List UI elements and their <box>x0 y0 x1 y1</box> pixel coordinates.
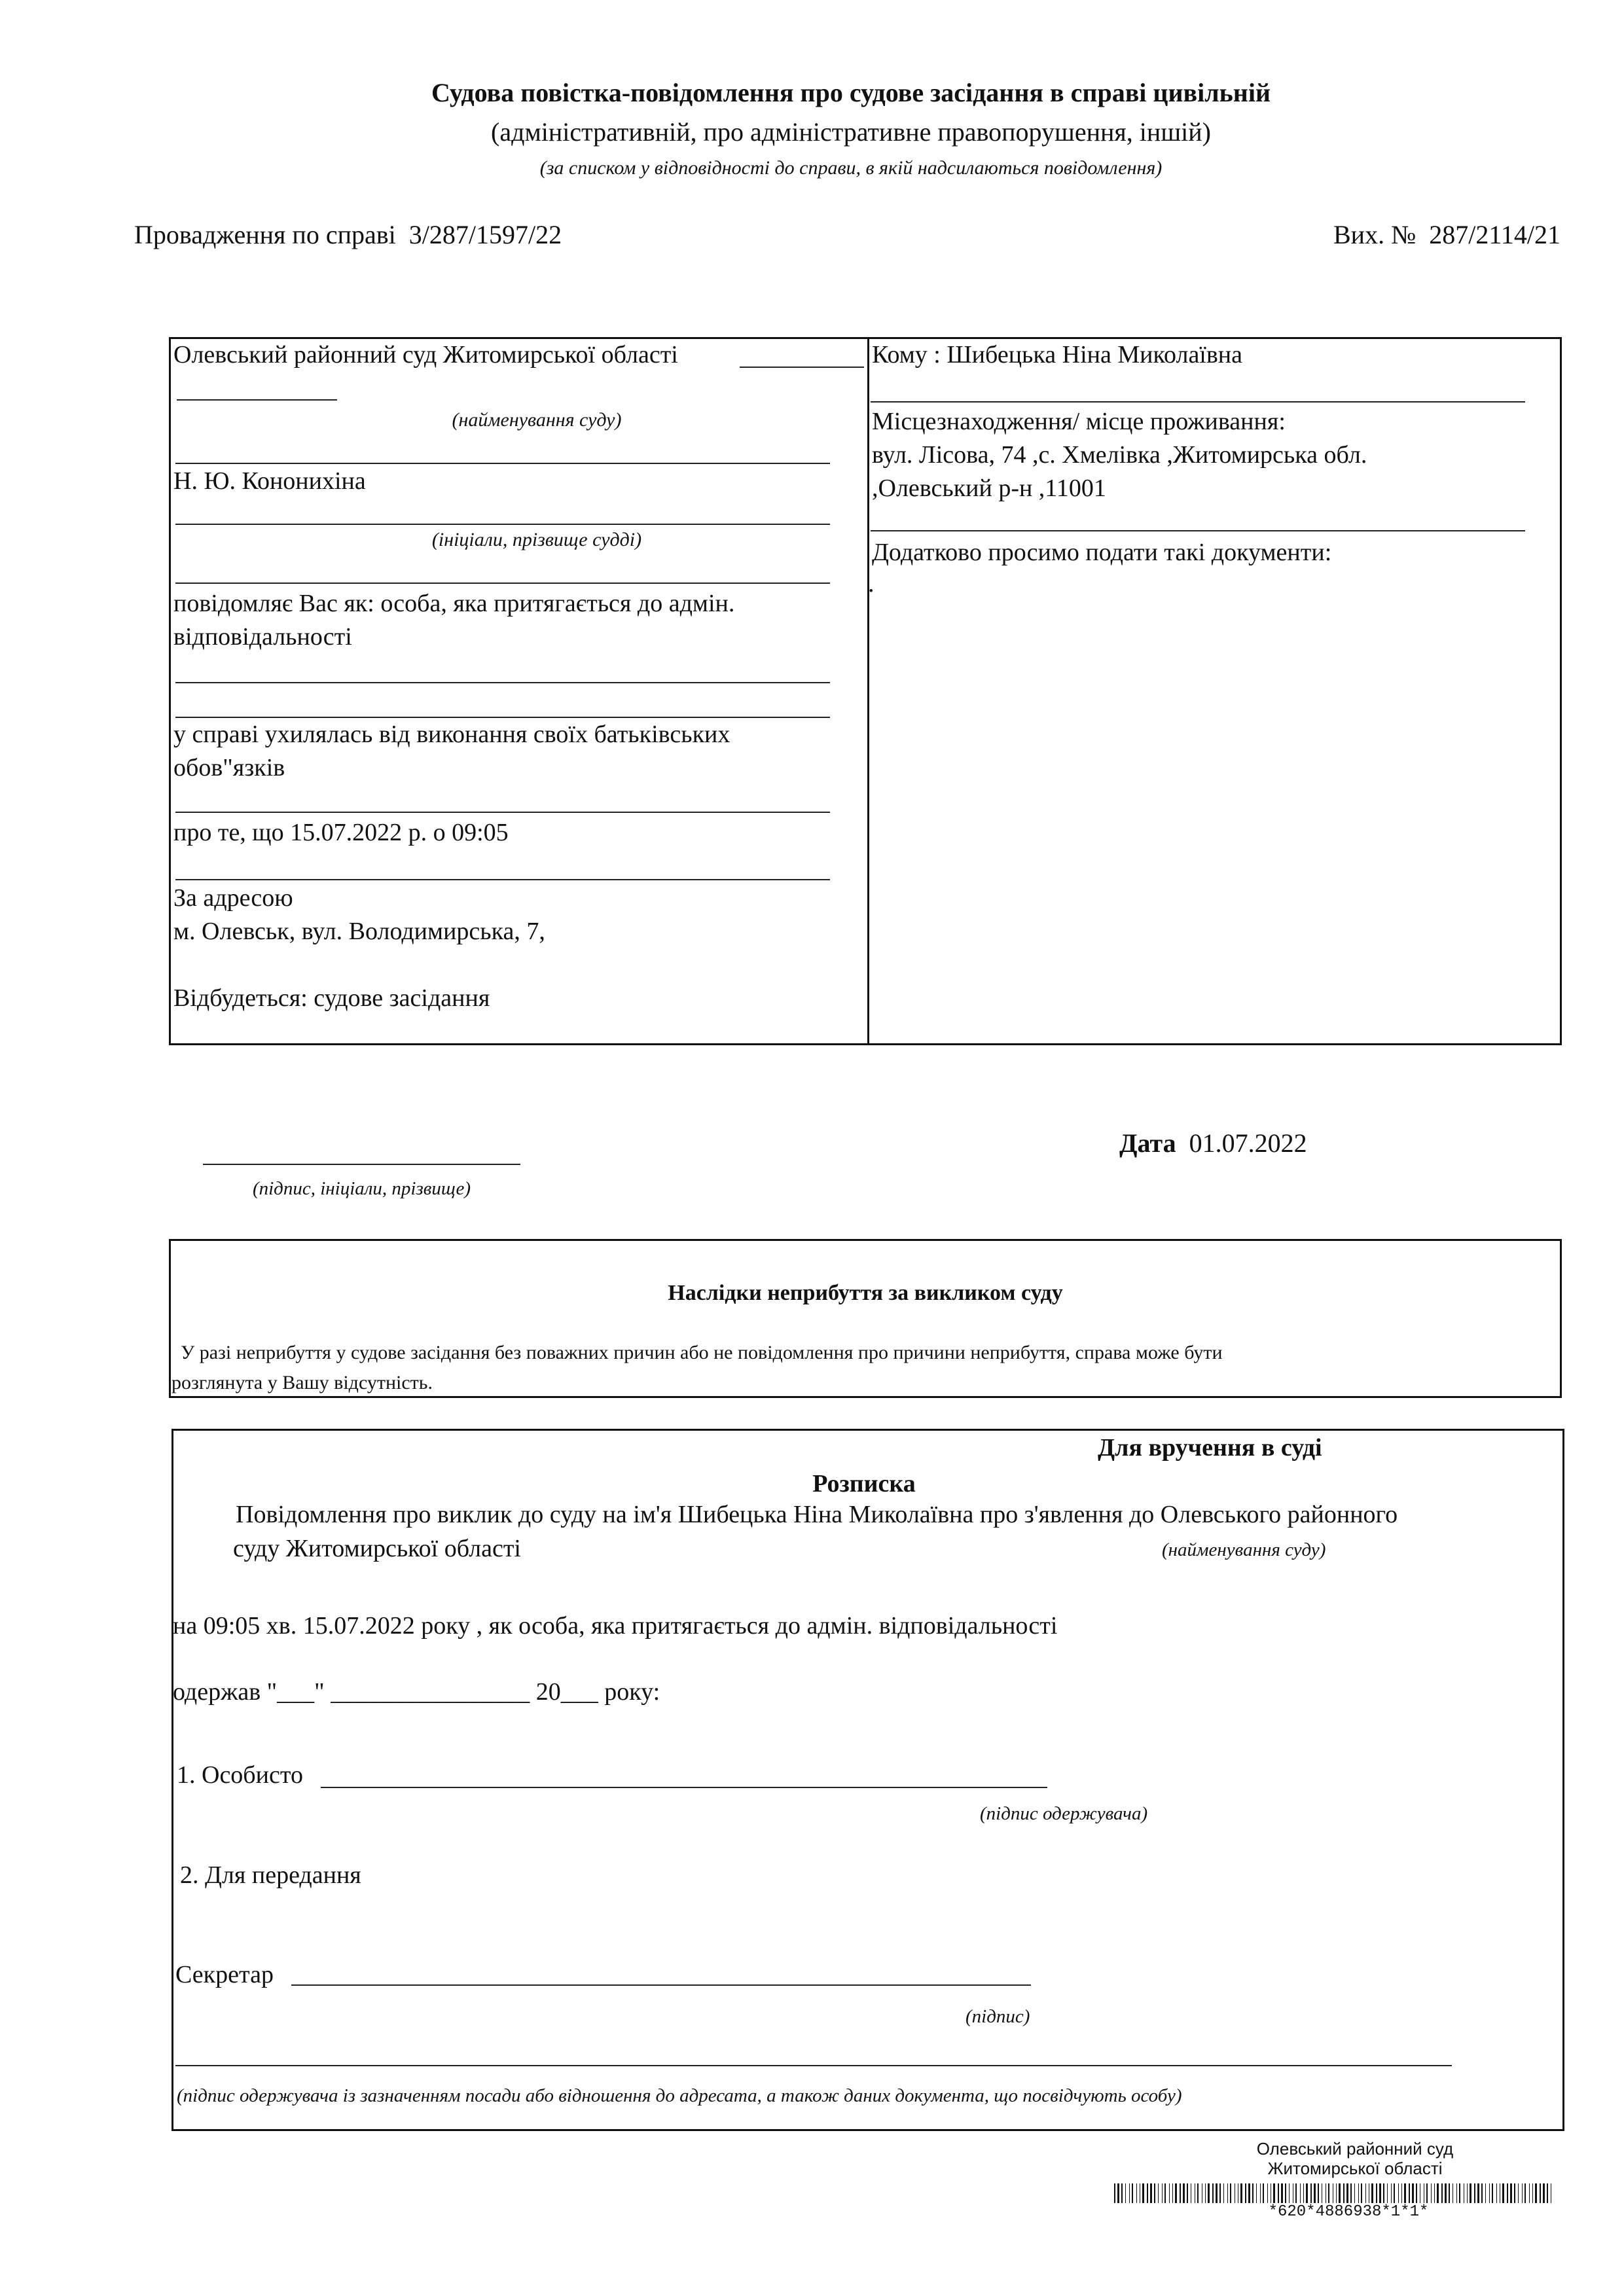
outgoing-label: Вих. № <box>1333 220 1416 249</box>
court-name: Олевський районний суд Житомирської області <box>173 341 678 368</box>
location-label: Місцезнаходження/ місце проживання: <box>872 408 1286 435</box>
case-reference <box>134 219 562 250</box>
consequences-text-1: У разі неприбуття у судове засідання без поважних причин або не повідомлення про причини неприбуття, справа може бути <box>181 1342 1223 1363</box>
documents-label: Додатково просимо подати такі документи: <box>872 539 1332 566</box>
hearing-address: м. Олевськ, вул. Володимирська, 7, <box>173 918 545 945</box>
datetime-underline <box>175 879 830 880</box>
address-label: За адресою <box>173 884 293 912</box>
documents-value: . <box>868 570 875 598</box>
court-underline <box>175 463 830 464</box>
case-label: Провадження по справі <box>134 220 396 249</box>
barcode-graphic <box>1114 2183 1557 2203</box>
receipt-title: Розписка <box>812 1470 916 1498</box>
location-line-2: ,Олевський р-н ,11001 <box>872 475 1106 502</box>
personal-signature-line <box>321 1787 1047 1788</box>
signature-line <box>203 1164 520 1165</box>
document-date <box>1119 1128 1307 1158</box>
document-title: Судова повістка-повідомлення про судове засідання в справі цивільній <box>431 78 1271 107</box>
receipt-line-2: суду Житомирської області <box>233 1535 521 1562</box>
signature-caption: (підпис, ініціали, прізвище) <box>252 1178 471 1199</box>
stamp-line-2: Житомирської області <box>1267 2159 1443 2178</box>
barcode <box>1114 2183 1557 2203</box>
document-subtitle: (адміністративній, про адміністративне правопорушення, іншій) <box>491 117 1211 147</box>
consequences-text-2: розглянута у Вашу відсутність. <box>171 1372 433 1393</box>
receipt-footer-line <box>175 2065 1452 2066</box>
case-number: 3/287/1597/22 <box>408 220 562 249</box>
notify-line-2: відповідальності <box>173 623 352 651</box>
for-court-label: Для вручення в суді <box>1098 1434 1322 1462</box>
court-caption: (найменування суду) <box>452 409 622 431</box>
court-name-line <box>740 367 864 368</box>
receipt-line-1: Повідомлення про виклик до суду на ім'я Шибецька Ніна Миколаївна про з'явлення до Олевського районного <box>236 1501 1398 1528</box>
hearing-event: Відбудеться: судове засідання <box>173 984 490 1012</box>
notify-line-1: повідомляє Вас як: особа, яка притягається до адмін. <box>173 590 735 617</box>
case-underline <box>175 812 830 813</box>
secretary-caption: (підпис) <box>965 2006 1030 2027</box>
judge-name: Н. Ю. Кононихіна <box>173 467 366 495</box>
notify-line-b <box>175 717 830 718</box>
case-line-2: обов"язків <box>173 754 285 781</box>
stamp-line-1: Олевський районний суд <box>1256 2139 1454 2159</box>
received-line: одержав "___" ________________ 20___ року: <box>173 1678 660 1706</box>
outgoing-reference <box>1333 219 1561 250</box>
hearing-datetime: про те, що 15.07.2022 р. о 09:05 <box>173 819 509 846</box>
recipient-line <box>871 401 1525 403</box>
consequences-title: Наслідки неприбуття за викликом суду <box>668 1281 1063 1305</box>
date-value: 01.07.2022 <box>1189 1128 1307 1158</box>
barcode-text: *620*4886938*1*1* <box>1268 2203 1429 2221</box>
location-line-1: вул. Лісова, 74 ,с. Хмелівка ,Житомирська обл. <box>872 441 1367 469</box>
date-label: Дата <box>1119 1128 1176 1158</box>
receipt-court-caption: (найменування суду) <box>1162 1539 1326 1560</box>
court-name-line-2 <box>177 399 337 401</box>
receipt-time-line: на 09:05 хв. 15.07.2022 року , як особа, яка притягається до адмін. відповідальності <box>173 1612 1058 1640</box>
personal-caption: (підпис одержувача) <box>980 1803 1148 1824</box>
outgoing-number: 287/2114/21 <box>1429 220 1561 249</box>
secretary-signature-line <box>291 1984 1031 1986</box>
judge-caption: (ініціали, прізвище судді) <box>431 529 642 550</box>
case-line-1: у справі ухилялась від виконання своїх батьківських <box>173 721 731 748</box>
receipt-footer-caption: (підпис одержувача із зазначенням посади або відношення до адресата, а також даних документа, що посвідчують особу) <box>177 2085 1182 2106</box>
judge-underline <box>175 583 830 584</box>
transfer-label: 2. Для передання <box>180 1861 361 1889</box>
judge-line <box>175 524 830 525</box>
personal-label: 1. Особисто <box>177 1761 303 1789</box>
notify-line-a <box>175 682 830 683</box>
court-stamp <box>1198 2139 1512 2178</box>
secretary-label: Секретар <box>175 1961 274 1988</box>
summons-divider <box>867 337 869 1045</box>
recipient: Кому : Шибецька Ніна Миколаївна <box>872 341 1243 368</box>
location-underline <box>871 530 1525 531</box>
document-note: (за списком у відповідності до справи, в якій надсилаються повідомлення) <box>539 157 1163 179</box>
